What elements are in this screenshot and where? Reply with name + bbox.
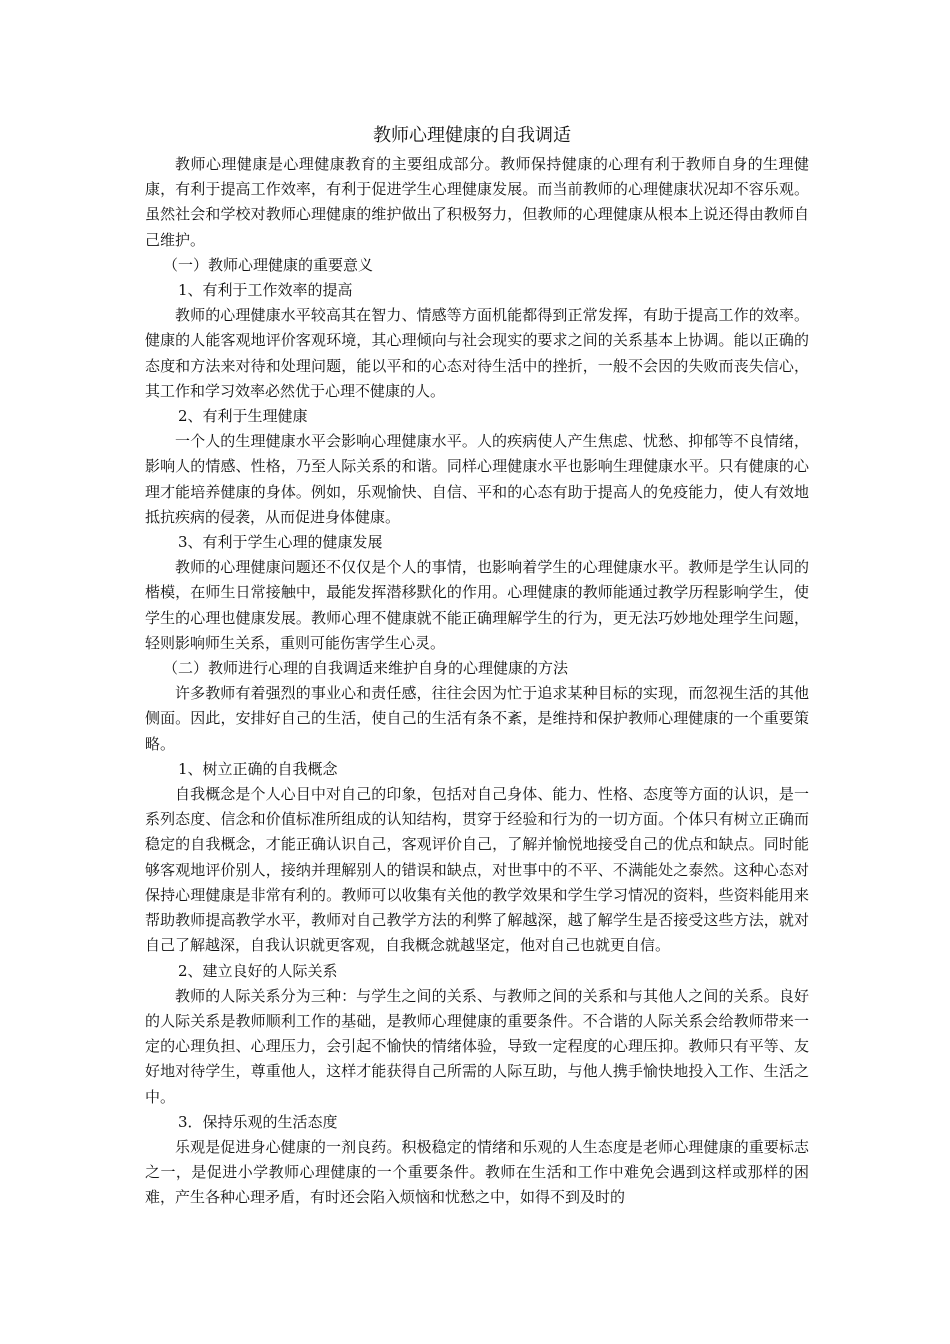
section-2-sub-2-heading: 2、建立良好的人际关系 [178, 961, 338, 980]
section-2-sub-3-paragraph: 乐观是促进身心健康的一剂良药。积极稳定的情绪和乐观的人生态度是老师心理健康的重要标志之一，是促进小学教师心理健康的一个重要条件。教师在生活和工作中难免会遇到这样或那样的困难，产生各种心理矛盾，有时还会陷入烦恼和忧愁之中，如得不到及时的 [145, 1137, 809, 1207]
document-title: 教师心理健康的自我调适 [373, 125, 571, 146]
section-1-heading: （一）教师心理健康的重要意义 [163, 255, 374, 274]
section-2-heading: （二）教师进行心理的自我调适来维护自身的心理健康的方法 [163, 659, 569, 678]
section-1-sub-1-heading: 1、有利于工作效率的提高 [178, 281, 353, 300]
section-2-sub-1-heading: 1、树立正确的自我概念 [178, 759, 338, 778]
document-page [145, 122, 809, 1211]
intro-paragraph: 教师心理健康是心理健康教育的主要组成部分。教师保持健康的心理有利于教师自身的生理健康，有利于提高工作效率，有利于促进学生心理健康发展。而当前教师的心理健康状况却不容乐观。虽然社会和学校对教师心理健康的维护做出了积极努力，但教师的心理健康从根本上说还得由教师自己维护。 [145, 155, 809, 249]
section-2-paragraph: 许多教师有着强烈的事业心和责任感，往往会因为忙于追求某种目标的实现，而忽视生活的其他侧面。因此，安排好自己的生活，使自己的生活有条不紊，是维持和保护教师心理健康的一个重要策略。 [145, 684, 809, 753]
section-1-sub-2-paragraph: 一个人的生理健康水平会影响心理健康水平。人的疾病使人产生焦虑、忧愁、抑郁等不良情绪，影响人的情感、性格，乃至人际关系的和谐。同样心理健康水平也影响生理健康水平。只有健康的心理才能培养健康的身体。例如，乐观愉快、自信、平和的心态有助于提高人的免疫能力，使人有效地抵抗疾病的侵袭，从而促进身体健康。 [145, 432, 809, 526]
section-2-sub-2-paragraph: 教师的人际关系分为三种：与学生之间的关系、与教师之间的关系和与其他人之间的关系。良好的人际关系是教师顺利工作的基础，是教师心理健康的重要条件。不合谐的人际关系会给教师带来一定的心理负担、心理压力，会引起不愉快的情绪体验，导致一定程度的心理压抑。教师只有平等、友好地对待学生，尊重他人，这样才能获得自己所需的人际互助，与他人携手愉快地投入工作、生活之中。 [145, 986, 809, 1106]
section-1-sub-3-paragraph: 教师的心理健康问题还不仅仅是个人的事情，也影响着学生的心理健康水平。教师是学生认同的楷模，在师生日常接触中，最能发挥潜移默化的作用。心理健康的教师能通过教学历程影响学生，使学生的心理也健康发展。教师心理不健康就不能正确理解学生的行为，更无法巧妙地处理学生问题，轻则影响师生关系，重则可能伤害学生心灵。 [145, 558, 809, 652]
section-1-sub-1-paragraph: 教师的心理健康水平较高其在智力、情感等方面机能都得到正常发挥，有助于提高工作的效率。健康的人能客观地评价客观环境，其心理倾向与社会现实的要求之间的关系基本上协调。能以正确的态度和方法来对待和处理问题，能以平和的心态对待生活中的挫折，一般不会因的失败而丧失信心，其工作和学习效率必然优于心理不健康的人。 [145, 306, 809, 400]
section-2-sub-1-paragraph: 自我概念是个人心目中对自己的印象，包括对自己身体、能力、性格、态度等方面的认识，是一系列态度、信念和价值标准所组成的认知结构，贯穿于经验和行为的一切方面。个体只有树立正确而稳定的自我概念，才能正确认识自己，客观评价自己，了解并愉悦地接受自己的优点和缺点。同时能够客观地评价别人，接纳并理解别人的错误和缺点，对世事中的不平、不满能处之泰然。这种心态对保持心理健康是非常有利的。教师可以收集有关他的教学效果和学生学习情况的资料，些资料能用来帮助教师提高教学水平，教师对自己教学方法的利弊了解越深，越了解学生是否接受这些方法，就对自己了解越深，自我认识就更客观，自我概念就越坚定，他对自己也就更自信。 [145, 785, 809, 955]
section-2-sub-3-heading: 3．保持乐观的生活态度 [178, 1112, 338, 1131]
section-1-sub-2-heading: 2、有利于生理健康 [178, 407, 308, 426]
section-1-sub-3-heading: 3、有利于学生心理的健康发展 [178, 533, 383, 552]
